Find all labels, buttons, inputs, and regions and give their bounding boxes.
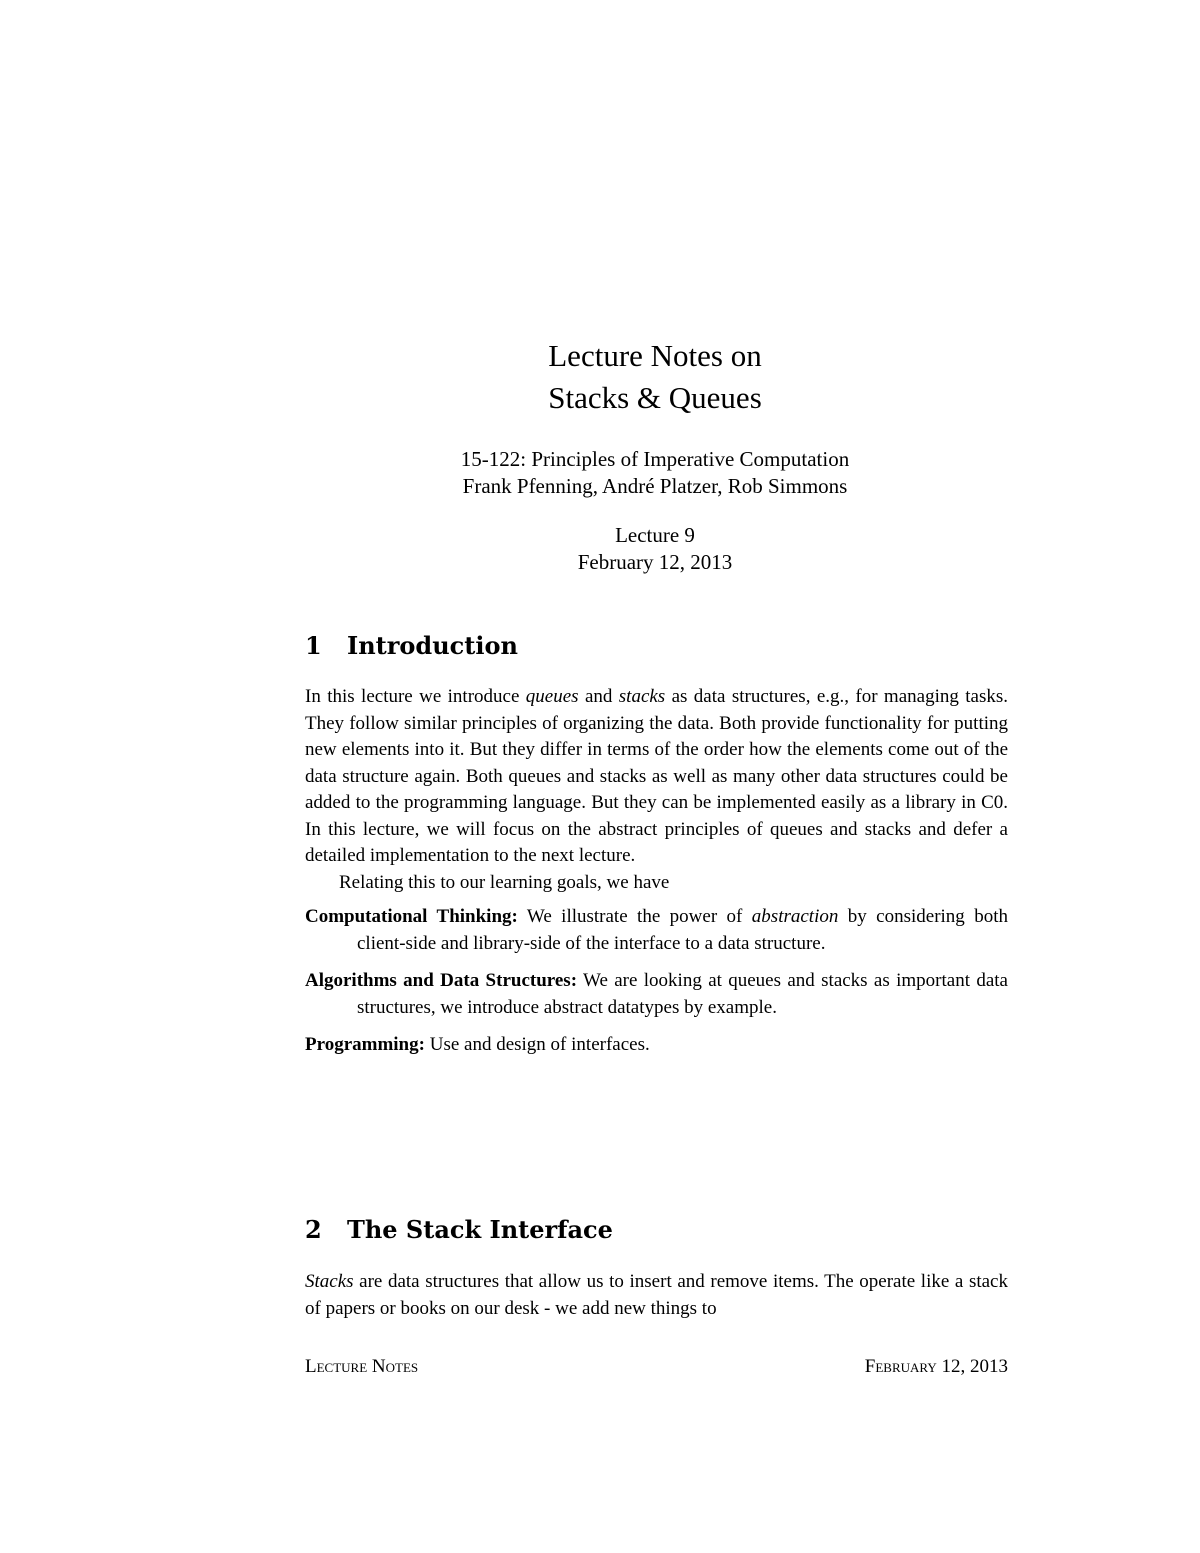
text-run: In this lecture we introduce <box>305 686 526 707</box>
section-number: 1 <box>305 631 322 660</box>
goal-item-computational-thinking <box>305 904 1008 957</box>
section-heading-stack-interface <box>305 1215 613 1245</box>
goal-item-algorithms <box>305 968 1008 1021</box>
goal-term: Algorithms and Data Structures: <box>305 970 578 991</box>
section-title: The Stack Interface <box>347 1215 613 1244</box>
emphasis-stacks: Stacks <box>305 1271 354 1292</box>
section-body-stack-interface <box>305 1269 1008 1322</box>
emphasis-queues: queues <box>525 686 579 707</box>
document-meta <box>0 446 1200 500</box>
text-run: by considering both client-side and library-side of the interface to a data structure. <box>357 906 1008 954</box>
lecture-date: February 12, 2013 <box>577 550 733 574</box>
title-line-2: Stacks & Queues <box>548 380 762 415</box>
footer-date: February 12, 2013 <box>864 1356 1008 1377</box>
section-body-introduction <box>305 684 1008 1059</box>
lecture-info <box>0 522 1200 576</box>
footer-left-label: Lecture Notes <box>305 1356 419 1377</box>
lecture-number: Lecture 9 <box>615 523 695 547</box>
text-run: Use and design of interfaces. <box>424 1034 650 1055</box>
paragraph <box>305 684 1008 870</box>
goal-term: Computational Thinking: <box>305 906 518 927</box>
authors: Frank Pfenning, André Platzer, Rob Simmons <box>462 474 848 498</box>
title-line-1: Lecture Notes on <box>548 338 762 373</box>
section-number: 2 <box>305 1215 322 1244</box>
emphasis-abstraction: abstraction <box>751 906 839 927</box>
text-run: are data structures that allow us to insert and remove items. The operate like a stack of papers or books on our desk - we add new things to <box>305 1271 1008 1319</box>
text-run: We are looking at queues and stacks as important data structures, we introduce abstract datatypes by example. <box>357 970 1008 1018</box>
text-run: and <box>578 686 619 707</box>
emphasis-stacks: stacks <box>618 686 666 707</box>
paragraph: Relating this to our learning goals, we have <box>339 871 670 893</box>
goal-term: Programming: <box>305 1034 425 1055</box>
course-name: 15-122: Principles of Imperative Computation <box>460 447 850 471</box>
text-run: We illustrate the power of <box>517 906 752 927</box>
paragraph <box>305 1269 1008 1322</box>
document-title <box>0 335 1200 419</box>
section-title: Introduction <box>347 631 518 660</box>
text-run: as data structures, e.g., for managing tasks. They follow similar principles of organizing the data. Both provide functionality for putting new elements into it. But they differ in terms of the order how the elements come out of the data structure again. Both queues and stacks as well as many other data structures could be added to the programming language. But they can be implemented easily as a library in C0. In this lecture, we will focus on the abstract principles of queues and stacks and defer a detailed implementation to the next lecture. <box>305 686 1008 866</box>
section-heading-introduction <box>305 631 518 661</box>
goal-item-programming <box>305 1032 1008 1059</box>
